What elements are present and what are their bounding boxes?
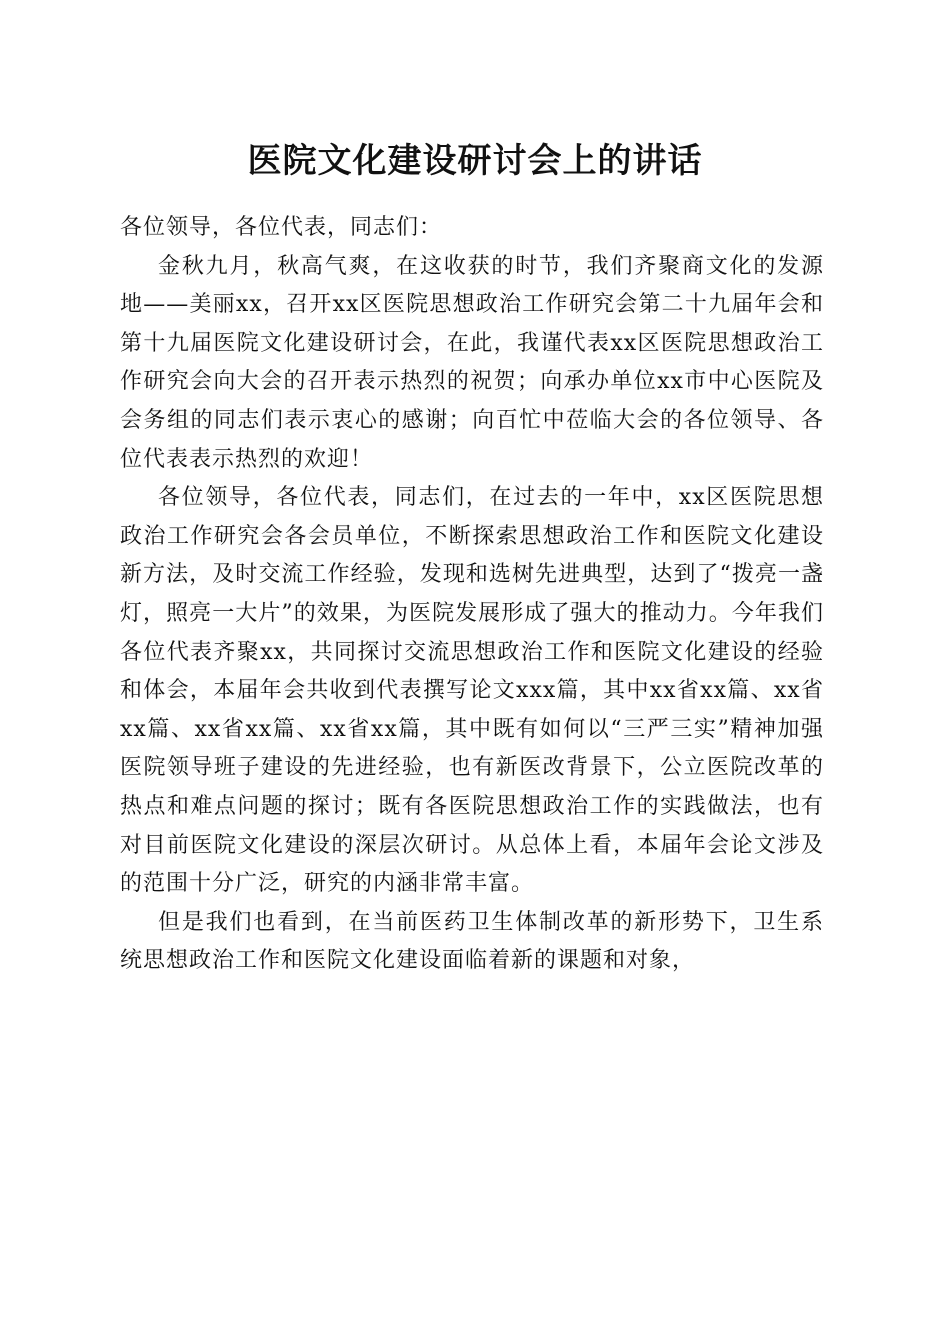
document-title: 医院文化建设研讨会上的讲话 [247,141,703,181]
salutation: 各位领导，各位代表，同志们： [120,215,443,240]
document-body [120,209,824,981]
paragraph-review: 各位领导，各位代表，同志们，在过去的一年中，xx区医院思想政治工作研究会各会员单位，不断探索思想政治工作和医院文化建设新方法，及时交流工作经验，发现和选树先进典型，达到了“拨亮一盏灯，照亮一大片”的效果，为医院发展形成了强大的推动力。今年我们各位代表齐聚xx，共同探讨交流思想政治工作和医院文化建设的经验和体会，本届年会共收到代表撰写论文xxx篇，其中xx省xx篇、xx省xx篇、xx省xx篇、xx省xx篇，其中既有如何以“三严三实”精神加强医院领导班子建设的先进经验，也有新医改背景下，公立医院改革的热点和难点问题的探讨；既有各医院思想政治工作的实践做法，也有对目前医院文化建设的深层次研讨。从总体上看，本届年会论文涉及的范围十分广泛，研究的内涵非常丰富。 [120,485,824,897]
paragraph-opening: 金秋九月，秋高气爽，在这收获的时节，我们齐聚商文化的发源地——美丽xx，召开xx区医院思想政治工作研究会第二十九届年会和第十九届医院文化建设研讨会，在此，我谨代表xx区医院思想政治工作研究会向大会的召开表示热烈的祝贺；向承办单位xx市中心医院及会务组的同志们表示衷心的感谢；向百忙中莅临大会的各位领导、各位代表表示热烈的欢迎！ [120,253,824,472]
paragraph-challenges: 但是我们也看到，在当前医药卫生体制改革的新形势下，卫生系统思想政治工作和医院文化建设面临着新的课题和对象， [120,909,824,974]
